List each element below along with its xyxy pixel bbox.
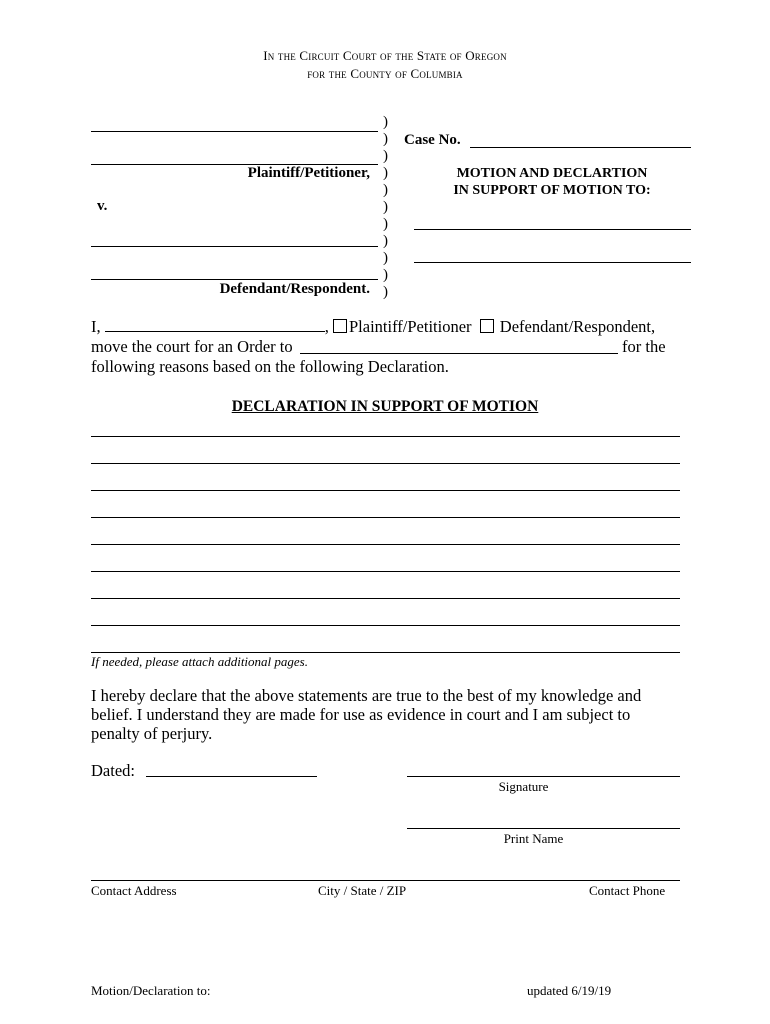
court-header-line1: In the Circuit Court of the State of Oregon: [263, 48, 507, 63]
case-number-label: Case No.: [404, 132, 461, 148]
order-purpose-line[interactable]: [300, 353, 618, 354]
plaintiff-name-line-1[interactable]: [91, 131, 378, 132]
defendant-label: Defendant/Respondent.: [219, 281, 370, 297]
signature-line[interactable]: [407, 776, 680, 777]
caption-paren: ): [383, 216, 388, 232]
declaration-line[interactable]: [91, 625, 680, 626]
plaintiff-label: Plaintiff/Petitioner,: [247, 165, 370, 181]
print-name-label: Print Name: [503, 831, 564, 846]
caption-paren: ): [383, 250, 388, 266]
motion-purpose-line-2[interactable]: [414, 262, 691, 263]
defendant-name-line-2[interactable]: [91, 279, 378, 280]
option-defendant-label: Defendant/Respondent,: [499, 317, 656, 336]
contact-address-label: Contact Address: [91, 883, 177, 898]
intro-comma: ,: [324, 317, 329, 336]
perjury-statement: I hereby declare that the above statements are true to the best of my knowledge and belief. I understand they are made for use as evidence in court and I am subject to penalty of perjury.: [91, 686, 642, 743]
contact-phone-label: Contact Phone: [589, 883, 666, 898]
declaration-line[interactable]: [91, 652, 680, 653]
move-text: move the court for an Order to: [91, 337, 293, 356]
declaration-line[interactable]: [91, 463, 680, 464]
caption-paren: ): [383, 165, 388, 181]
caption-paren: ): [383, 114, 388, 130]
declaration-line[interactable]: [91, 571, 680, 572]
declaration-line[interactable]: [91, 436, 680, 437]
motion-title-line1: MOTION AND DECLARTION: [456, 166, 648, 181]
caption-paren: ): [383, 284, 388, 300]
declaration-line[interactable]: [91, 598, 680, 599]
motion-purpose-line-1[interactable]: [414, 229, 691, 230]
caption-paren: ): [383, 233, 388, 249]
declaration-heading: DECLARATION IN SUPPORT OF MOTION: [231, 398, 539, 415]
option-plaintiff-label: Plaintiff/Petitioner: [349, 317, 472, 336]
caption-paren: ): [383, 267, 388, 283]
caption-paren: ): [383, 199, 388, 215]
footer-motion-label: Motion/Declaration to:: [91, 983, 211, 998]
case-number-line[interactable]: [470, 147, 691, 148]
versus-label: v.: [97, 198, 108, 214]
print-name-line[interactable]: [407, 828, 680, 829]
intro-line-1: [91, 317, 655, 337]
for-the-text: for the: [622, 337, 666, 356]
motion-title-line2: IN SUPPORT OF MOTION TO:: [453, 183, 651, 198]
dated-label: Dated:: [91, 761, 135, 780]
defendant-name-line-1[interactable]: [91, 246, 378, 247]
caption-paren: ): [383, 131, 388, 147]
plaintiff-checkbox[interactable]: [333, 319, 347, 333]
signature-label: Signature: [498, 779, 549, 794]
caption-paren: ): [383, 182, 388, 198]
date-line[interactable]: [146, 776, 317, 777]
contact-city-label: City / State / ZIP: [318, 883, 407, 898]
caption-paren: ): [383, 148, 388, 164]
intro-prefix: I,: [91, 317, 101, 336]
reasons-text: following reasons based on the following Declaration.: [91, 357, 449, 376]
contact-line[interactable]: [91, 880, 680, 881]
declaration-line[interactable]: [91, 490, 680, 491]
declaration-line[interactable]: [91, 544, 680, 545]
declarant-name-field[interactable]: [105, 317, 325, 332]
declaration-line[interactable]: [91, 517, 680, 518]
defendant-checkbox[interactable]: [480, 319, 494, 333]
attach-note: If needed, please attach additional pages.: [91, 654, 308, 669]
footer-updated-date: updated 6/19/19: [527, 983, 612, 998]
court-header-line2: for the County of Columbia: [307, 66, 463, 81]
